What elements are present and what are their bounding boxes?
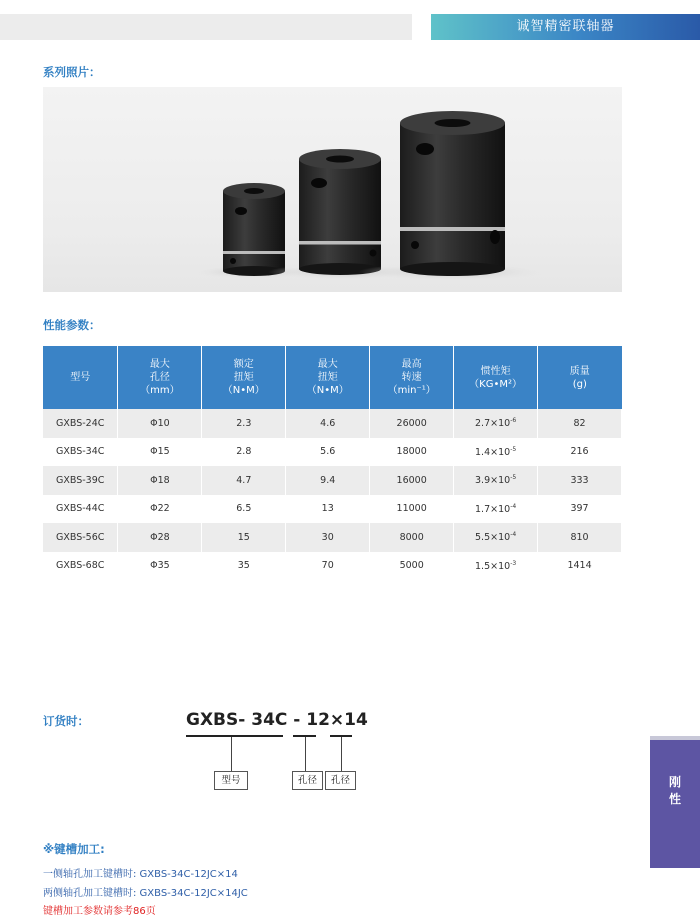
col-header-bore: 最大 孔径 （mm）	[118, 346, 202, 409]
table-row	[43, 466, 622, 495]
table-row	[43, 438, 622, 467]
table-row	[43, 523, 622, 552]
cell-model: GXBS-68C	[43, 552, 118, 581]
order-code-example: GXBS- 34C - 12×14	[186, 710, 368, 730]
bore2-connector	[341, 737, 342, 771]
coupling-medium	[299, 149, 381, 275]
col-header-mass: 质量 (g)	[538, 346, 622, 409]
table-header-row	[43, 346, 622, 409]
header-bar	[0, 14, 412, 40]
cell-inertia: $1.5\times 10^{-3}$	[454, 552, 538, 581]
cell-model: GXBS-39C	[43, 466, 118, 495]
cell-rated: 2.3	[202, 409, 286, 438]
coupling-large	[400, 111, 505, 276]
cell-speed: 26000	[370, 409, 454, 438]
ordering-section-title: 订货时：	[43, 714, 89, 728]
bore1-connector	[305, 737, 306, 771]
cell-model: GXBS-24C	[43, 409, 118, 438]
cell-speed: 5000	[370, 552, 454, 581]
cell-max: 30	[286, 523, 370, 552]
cell-rated: 2.8	[202, 438, 286, 467]
performance-section-title: 性能参数：	[43, 318, 101, 332]
cell-rated: 35	[202, 552, 286, 581]
cell-inertia: $1.7\times 10^{-4}$	[454, 495, 538, 524]
cell-rated: 15	[202, 523, 286, 552]
col-header-max-speed: 最高 转速 （min⁻¹）	[370, 346, 454, 409]
cell-mass: 216	[538, 438, 622, 467]
cell-speed: 8000	[370, 523, 454, 552]
cell-speed: 16000	[370, 466, 454, 495]
keyway-reference-note: 键槽加工参数请参考86页	[43, 906, 156, 917]
label-bore-2: 孔径	[325, 771, 356, 790]
label-bore-1: 孔径	[292, 771, 323, 790]
table-row	[43, 552, 622, 581]
cell-mass: 810	[538, 523, 622, 552]
side-tab-rigid: 刚 性	[650, 736, 700, 868]
model-underline	[186, 735, 283, 737]
cell-bore: Φ10	[118, 409, 202, 438]
cell-mass: 333	[538, 466, 622, 495]
keyway-both-sides: 两侧轴孔加工键槽时: GXBS-34C-12JC×14JC	[43, 888, 248, 899]
cell-model: GXBS-44C	[43, 495, 118, 524]
label-model: 型号	[214, 771, 248, 790]
photos-section-title: 系列照片：	[43, 65, 101, 79]
cell-mass: 82	[538, 409, 622, 438]
model-connector	[231, 737, 232, 771]
cell-rated: 4.7	[202, 466, 286, 495]
cell-model: GXBS-56C	[43, 523, 118, 552]
cell-bore: Φ15	[118, 438, 202, 467]
cell-max: 9.4	[286, 466, 370, 495]
col-header-rated-torque: 额定 扭矩 （N•M）	[202, 346, 286, 409]
col-header-max-torque: 最大 扭矩 （N•M）	[286, 346, 370, 409]
cell-inertia: $2.7\times 10^{-6}$	[454, 409, 538, 438]
col-header-model: 型号	[43, 346, 118, 409]
keyway-title: ※键槽加工:	[43, 842, 105, 856]
cell-inertia: $3.9\times 10^{-5}$	[454, 466, 538, 495]
cell-inertia: $5.5\times 10^{-4}$	[454, 523, 538, 552]
performance-table	[43, 346, 622, 580]
col-header-inertia: 惯性矩 （KG•M²）	[454, 346, 538, 409]
cell-bore: Φ35	[118, 552, 202, 581]
cell-bore: Φ28	[118, 523, 202, 552]
cell-max: 5.6	[286, 438, 370, 467]
cell-bore: Φ22	[118, 495, 202, 524]
cell-bore: Φ18	[118, 466, 202, 495]
cell-speed: 18000	[370, 438, 454, 467]
cell-mass: 397	[538, 495, 622, 524]
keyway-one-side: 一侧轴孔加工键槽时: GXBS-34C-12JC×14	[43, 869, 238, 880]
cell-max: 4.6	[286, 409, 370, 438]
cell-max: 13	[286, 495, 370, 524]
table-row	[43, 495, 622, 524]
cell-speed: 11000	[370, 495, 454, 524]
cell-model: GXBS-34C	[43, 438, 118, 467]
cell-mass: 1414	[538, 552, 622, 581]
cell-rated: 6.5	[202, 495, 286, 524]
table-row	[43, 409, 622, 438]
product-photo	[43, 87, 622, 292]
couplings-illustration	[43, 87, 622, 292]
coupling-small	[223, 183, 285, 276]
cell-inertia: $1.4\times 10^{-5}$	[454, 438, 538, 467]
brand-banner: 诚智精密联轴器	[431, 14, 700, 40]
cell-max: 70	[286, 552, 370, 581]
